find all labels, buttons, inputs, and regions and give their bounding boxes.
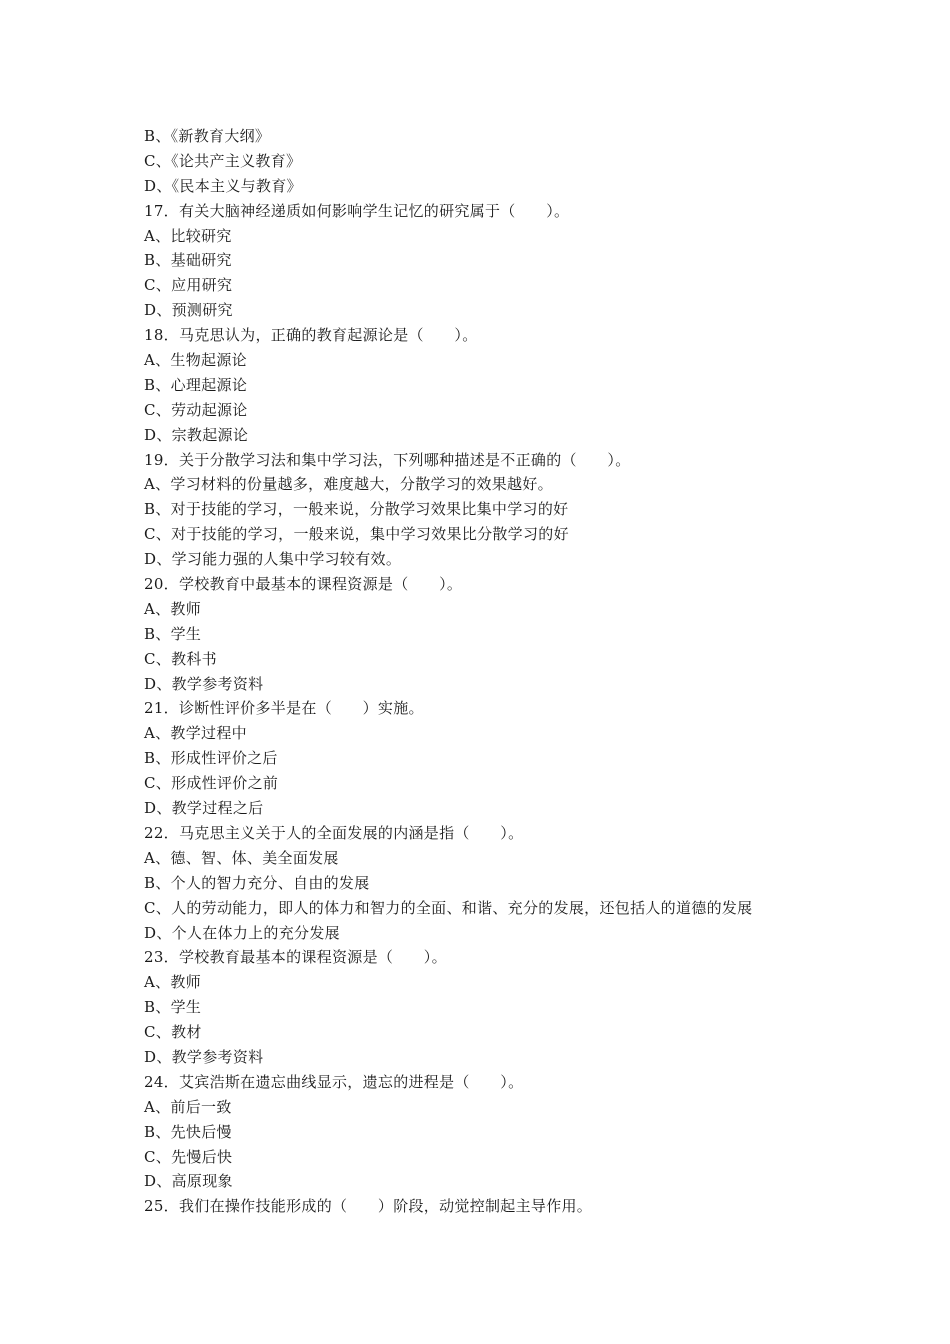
option-a: A、学习材料的份量越多，难度越大，分散学习的效果越好。 (144, 475, 553, 494)
question-23: 23．学校教育最基本的课程资源是（ ）。 (144, 948, 447, 967)
option-b: B、心理起源论 (144, 375, 248, 394)
option-c: C、对于技能的学习，一般来说，集中学习效果比分散学习的好 (144, 525, 569, 544)
option-d: D、学习能力强的人集中学习较有效。 (144, 550, 402, 569)
option-d: D、个人在体力上的充分发展 (144, 923, 340, 942)
option-a: A、教师 (144, 973, 202, 992)
option-d: D、高原现象 (144, 1172, 233, 1191)
question-21: 21．诊断性评价多半是在（ ）实施。 (144, 699, 424, 718)
option-d: D、教学参考资料 (144, 674, 264, 693)
option-c: C、先慢后快 (144, 1147, 233, 1166)
question-25: 25．我们在操作技能形成的（ ）阶段，动觉控制起主导作用。 (144, 1197, 593, 1216)
option-a: A、教学过程中 (144, 724, 247, 743)
option-c: C、形成性评价之前 (144, 774, 279, 793)
option-b: B、个人的智力充分、自由的发展 (144, 873, 370, 892)
question-17: 17．有关大脑神经递质如何影响学生记忆的研究属于（ ）。 (144, 201, 570, 220)
question-18: 18．马克思认为，正确的教育起源论是（ ）。 (144, 326, 478, 345)
option-a: A、生物起源论 (144, 351, 247, 370)
option-b: B、对于技能的学习，一般来说，分散学习效果比集中学习的好 (144, 500, 569, 519)
option-d: D、预测研究 (144, 301, 233, 320)
question-19: 19．关于分散学习法和集中学习法，下列哪种描述是不正确的（ ）。 (144, 450, 631, 469)
question-22: 22．马克思主义关于人的全面发展的内涵是指（ ）。 (144, 823, 524, 842)
option-b: B、学生 (144, 998, 202, 1017)
question-20: 20．学校教育中最基本的课程资源是（ ）。 (144, 575, 463, 594)
option-b: B、形成性评价之后 (144, 749, 278, 768)
option-d: D、宗教起源论 (144, 425, 249, 444)
question-24: 24．艾宾浩斯在遗忘曲线显示，遗忘的进程是（ ）。 (144, 1072, 524, 1091)
option-c: C、人的劳动能力，即人的体力和智力的全面、和谐、充分的发展，还包括人的道德的发展 (144, 898, 753, 917)
option-d: D、《民本主义与教育》 (144, 176, 302, 195)
option-c: C、应用研究 (144, 276, 233, 295)
option-d: D、教学参考资料 (144, 1047, 264, 1066)
option-b: B、学生 (144, 624, 202, 643)
option-a: A、比较研究 (144, 226, 232, 245)
document-page (144, 124, 884, 1219)
option-a: A、前后一致 (144, 1097, 232, 1116)
option-a: A、德、智、体、美全面发展 (144, 848, 339, 867)
option-b: B、先快后慢 (144, 1122, 232, 1141)
option-d: D、教学过程之后 (144, 799, 264, 818)
option-b: B、《新教育大纲》 (144, 127, 271, 145)
option-a: A、教师 (144, 599, 202, 618)
option-c: C、劳动起源论 (144, 400, 248, 419)
option-b: B、基础研究 (144, 251, 232, 270)
option-c: C、《论共产主义教育》 (144, 151, 302, 170)
option-c: C、教科书 (144, 649, 217, 668)
option-c: C、教材 (144, 1023, 202, 1042)
